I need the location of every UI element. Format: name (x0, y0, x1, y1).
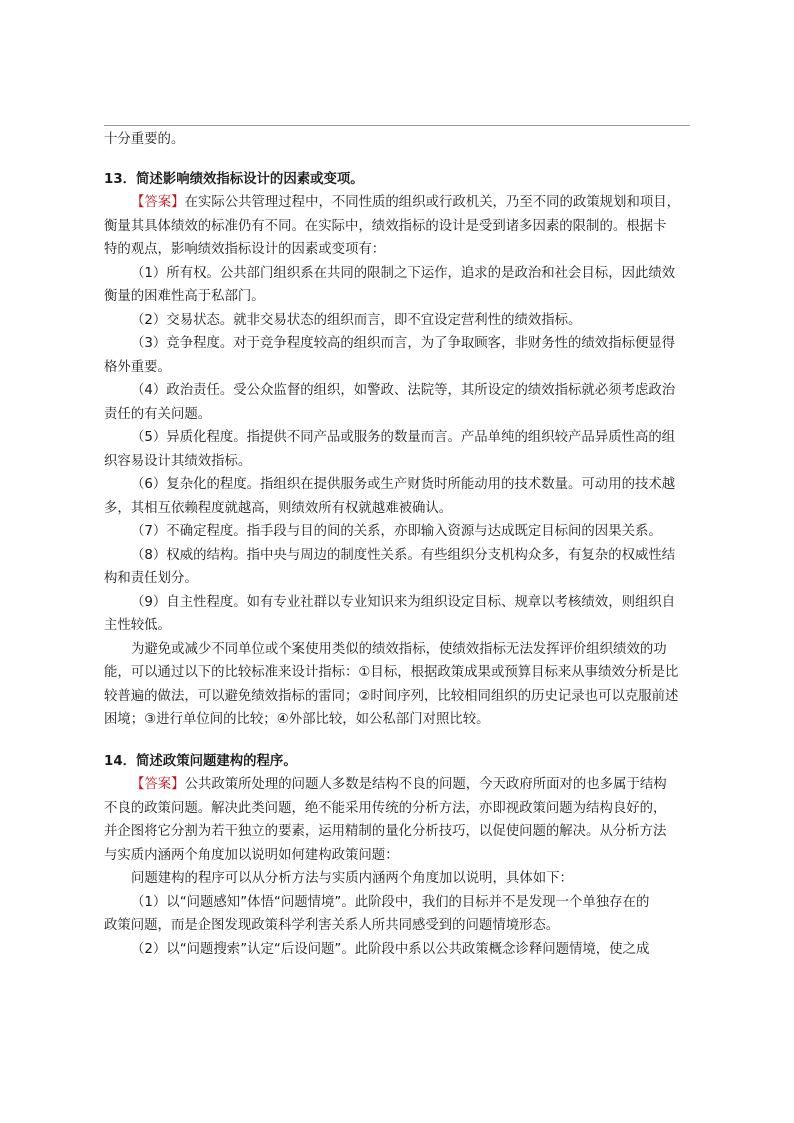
q14-answer-line-4: 与实质内涵两个角度加以说明如何建构政策问题： (104, 847, 399, 863)
q13-item-4: （4）政治责任。受公众监督的组织，如警政、法院等，其所设定的绩效指标就必须考虑政治 (131, 383, 676, 398)
q13-closing-line-4: 困境；③进行单位间的比较；④外部比较，如公私部门对照比较。 (104, 712, 490, 727)
q13-item-3: （3）竞争程度。对于竞争程度较高的组织而言，为了争取顾客，非财务性的绩效指标便显得 (131, 336, 676, 351)
q13-item-2: （2）交易状态。就非交易状态的组织而言，即不宜设定营利性的绩效指标。 (131, 312, 582, 328)
q13-closing-line-2: 能，可以通过以下的比较标准来设计指标：①目标，根据政策成果或预算目标来从事绩效分析是比 (104, 665, 679, 680)
q14-answer-line-2: 不良的政策问题。解决此类问题，绝不能采用传统的分析方法，亦即视政策问题为结构良好的， (104, 800, 667, 816)
q13-item-6: （6）复杂化的程度。指组织在提供服务或生产财货时所能动用的技术数量。可动用的技术越 (131, 477, 676, 492)
answer-tag: 【答案】 (131, 195, 185, 210)
question-14-title: 14．简述政策问题建构的程序。 (104, 753, 297, 769)
q13-item-7: （7）不确定程度。指手段与目的间的关系，亦即输入资源与达成既定目标间的因果关系。 (131, 524, 662, 539)
q13-closing-line-1: 为避免或减少不同单位或个案使用类似的绩效指标，使绩效指标无法发挥评价组织绩效的功 (131, 641, 667, 657)
q13-item-9-cont: 主性较低。 (104, 618, 171, 633)
q14-item-2: （2）以“问题搜索”认定“后设问题”。此阶段中系以公共政策概念诊释问题情境，使之成 (131, 941, 650, 957)
document-body (104, 128, 690, 961)
q13-item-6-cont: 多，其相互依赖程度就越高，则绩效所有权就越难被确认。 (104, 500, 453, 516)
answer-tag: 【答案】 (131, 777, 185, 792)
q13-answer-line-2: 衡量其具体绩效的标准仍有不同。在实际中，绩效指标的设计是受到诸多因素的限制的。根据卡 (104, 218, 667, 234)
q13-answer-line-1 (104, 191, 690, 215)
q13-item-8: （8）权威的结构。指中央与周边的制度性关系。有些组织分支机构众多，有复杂的权威性结 (131, 547, 676, 563)
q13-item-5-cont: 织容易设计其绩效指标。 (104, 453, 252, 469)
q13-item-3-cont: 格外重要。 (104, 359, 171, 375)
q13-answer-text: 在实际公共管理过程中，不同性质的组织或行政机关，乃至不同的政策规划和项目， (184, 195, 681, 210)
q13-closing-line-3: 较普遍的做法，可以避免绩效指标的雷同；②时间序列，比较相同组织的历史记录也可以克服前述 (104, 688, 679, 704)
q14-answer-line-3: 并企图将它分割为若干独立的要素，运用精制的量化分析技巧，以促使问题的解决。从分析方法 (104, 824, 667, 839)
q14-answer-line-1 (104, 773, 690, 797)
question-13-title: 13．简述影响绩效指标设计的因素或变项。 (104, 171, 364, 187)
q13-answer-line-3: 特的观点，影响绩效指标设计的因素或变项有： (104, 242, 386, 257)
q14-answer-text: 公共政策所处理的问题人多数是结构不良的问题，今天政府所面对的也多属于结构 (184, 777, 667, 792)
q13-item-4-cont: 责任的有关问题。 (104, 406, 212, 422)
q13-item-5: （5）异质化程度。指提供不同产品或服务的数量而言。产品单纯的组织较产品异质性高的组 (131, 430, 676, 445)
q14-item-1: （1）以“问题感知”体悟“问题情境”。此阶段中，我们的目标并不是发现一个单独存在的 (131, 894, 650, 910)
header-rule (104, 125, 690, 126)
q14-intro: 问题建构的程序可以从分析方法与实质内涵两个角度加以说明，具体如下： (131, 871, 573, 886)
q13-item-9: （9）自主性程度。如有专业社群以专业知识来为组织设定目标、规章以考核绩效，则组织自 (131, 594, 676, 610)
q14-item-1-cont: 政策问题，而是企图发现政策科学利害关系人所共同感受到的问题情境形态。 (104, 918, 560, 933)
lead-text: 十分重要的。 (104, 132, 185, 147)
q13-item-1-cont: 衡量的困难性高于私部门。 (104, 289, 265, 304)
q13-item-8-cont: 构和责任划分。 (104, 571, 198, 586)
q13-item-1: （1）所有权。公共部门组织系在共同的限制之下运作，追求的是政治和社会目标，因此绩效 (131, 265, 676, 281)
